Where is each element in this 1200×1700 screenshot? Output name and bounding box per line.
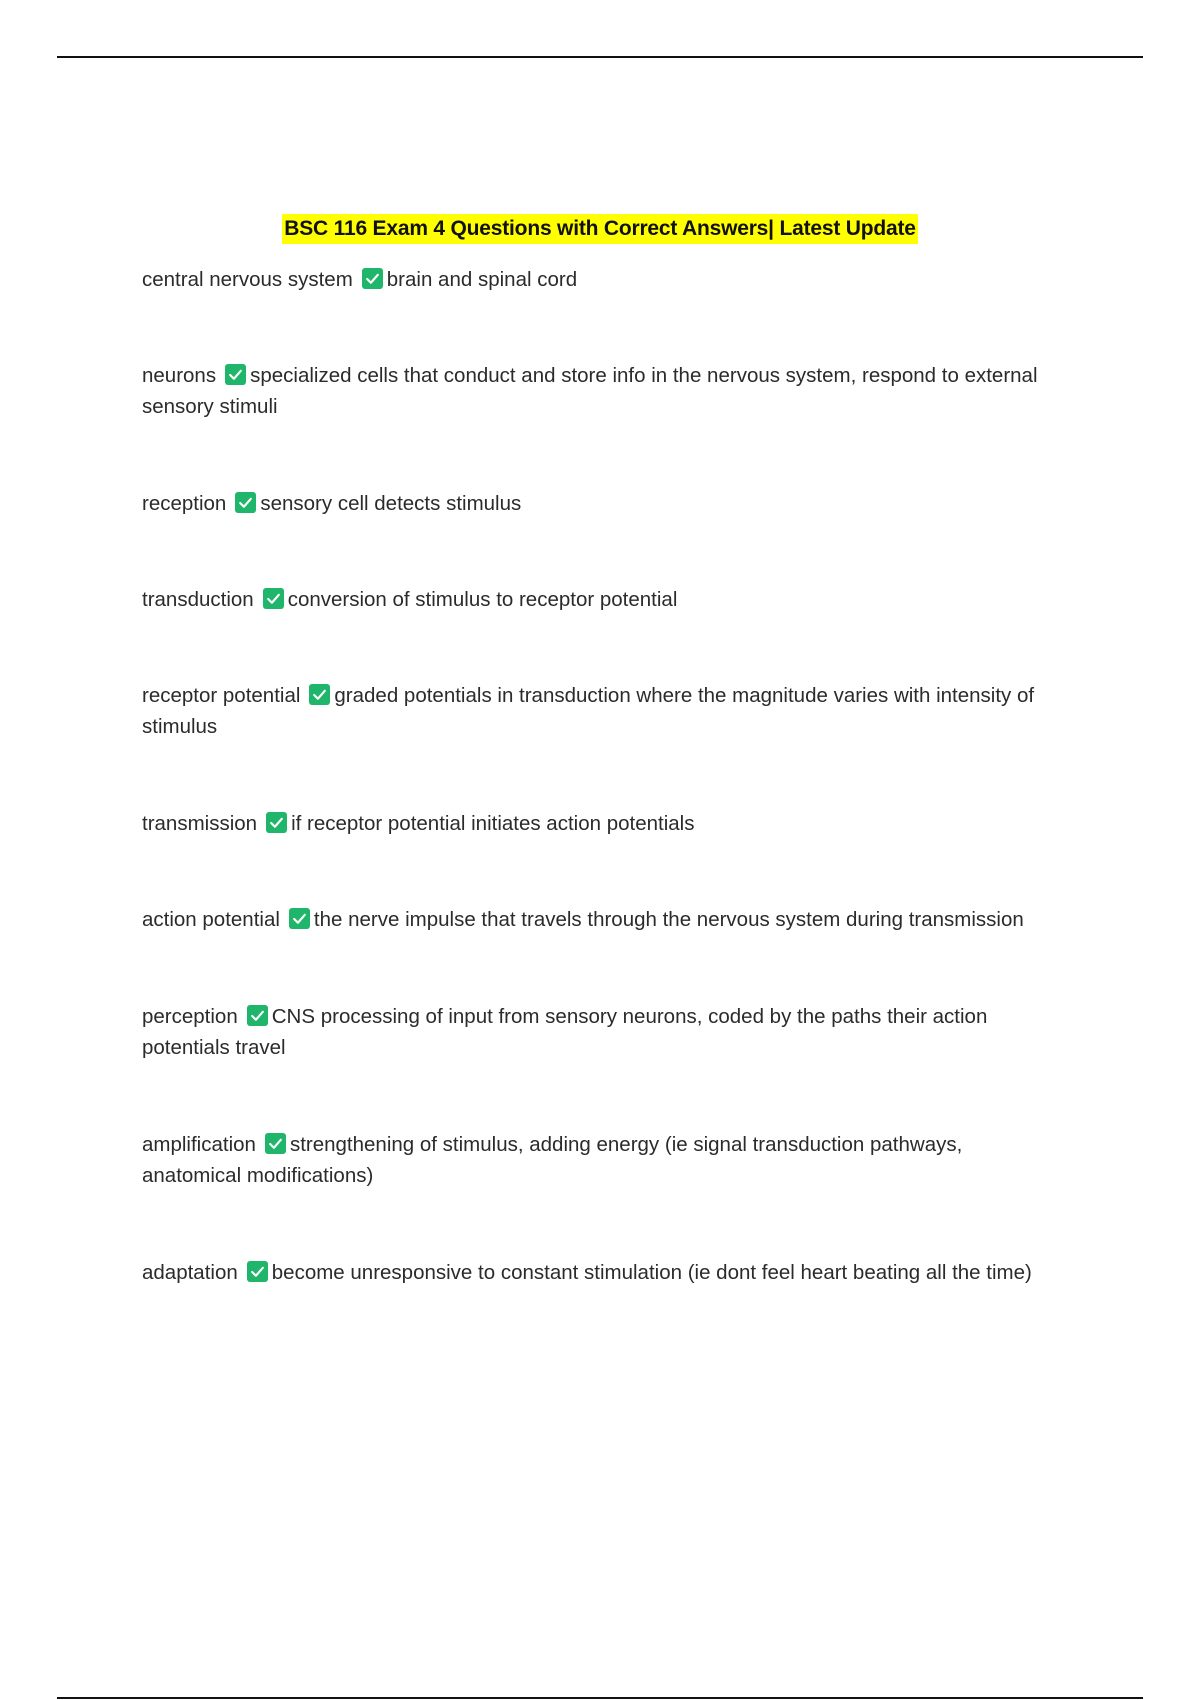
qa-answer: the nerve impulse that travels through the nervous system during transmission	[313, 908, 1024, 931]
document-title: BSC 116 Exam 4 Questions with Correct Answers| Latest Update	[282, 214, 917, 244]
top-rule	[57, 56, 1143, 58]
qa-item-receptor-potential	[142, 680, 1057, 742]
qa-answer: become unresponsive to constant stimulation (ie dont feel heart beating all the time)	[271, 1261, 1032, 1284]
qa-term: neurons	[142, 364, 217, 387]
qa-term: central nervous system	[142, 268, 353, 291]
checkmark-icon	[263, 588, 284, 609]
qa-term: transduction	[142, 588, 254, 611]
qa-item-action-potential	[142, 904, 1057, 935]
qa-answer: graded potentials in transduction where the magnitude varies with intensity of stimulus	[142, 684, 1035, 738]
qa-term: action potential	[142, 908, 280, 931]
checkmark-icon	[235, 492, 256, 513]
qa-term: perception	[142, 1005, 238, 1028]
qa-item-central-nervous-system	[142, 264, 1057, 295]
qa-term: reception	[142, 492, 227, 515]
qa-answer: conversion of stimulus to receptor potential	[287, 588, 678, 611]
qa-item-amplification	[142, 1129, 1057, 1191]
qa-item-perception	[142, 1001, 1057, 1063]
qa-answer: if receptor potential initiates action potentials	[291, 812, 695, 835]
qa-answer: CNS processing of input from sensory neurons, coded by the paths their action potentials travel	[142, 1005, 988, 1059]
qa-term: amplification	[142, 1133, 256, 1156]
qa-term: transmission	[142, 812, 258, 835]
checkmark-icon	[247, 1005, 268, 1026]
qa-list	[142, 264, 1057, 1354]
checkmark-icon	[266, 812, 287, 833]
qa-item-adaptation	[142, 1257, 1057, 1288]
qa-item-neurons	[142, 360, 1057, 422]
checkmark-icon	[265, 1133, 286, 1154]
qa-item-reception	[142, 488, 1057, 519]
checkmark-icon	[225, 364, 246, 385]
qa-term: adaptation	[142, 1261, 238, 1284]
qa-answer: strengthening of stimulus, adding energy (ie signal transduction pathways, anatomical modifications)	[142, 1133, 963, 1187]
checkmark-icon	[289, 908, 310, 929]
qa-answer: brain and spinal cord	[386, 268, 578, 291]
qa-term: receptor potential	[142, 684, 301, 707]
title-block	[0, 214, 1200, 244]
checkmark-icon	[362, 268, 383, 289]
checkmark-icon	[309, 684, 330, 705]
bottom-rule	[57, 1697, 1143, 1699]
qa-answer: specialized cells that conduct and store info in the nervous system, respond to external sensory stimuli	[142, 364, 1038, 418]
qa-answer: sensory cell detects stimulus	[260, 492, 522, 515]
checkmark-icon	[247, 1261, 268, 1282]
qa-item-transduction	[142, 584, 1057, 615]
qa-item-transmission	[142, 808, 1057, 839]
